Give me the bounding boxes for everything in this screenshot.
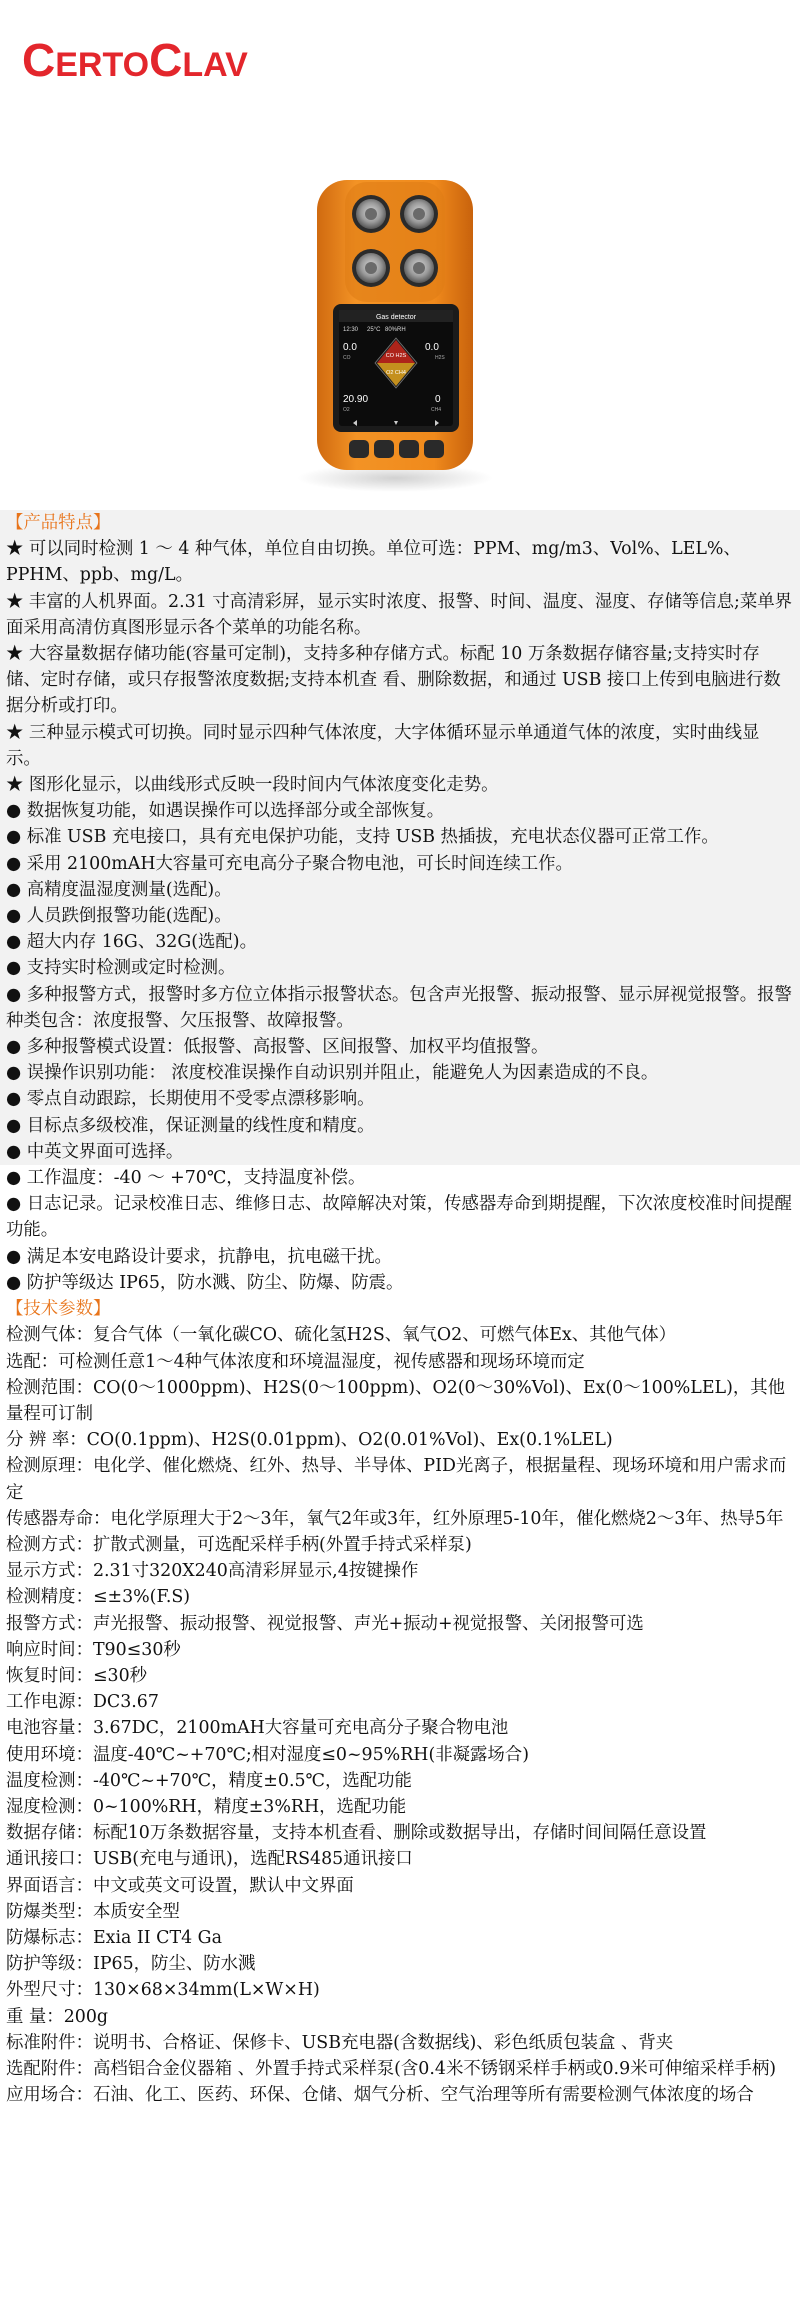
feature-text: 工作温度：-40 ～ +70℃，支持温度补偿。 xyxy=(21,1168,366,1189)
bullet-dot-icon: ● xyxy=(6,827,22,848)
feature-item xyxy=(0,1060,800,1086)
device-button xyxy=(349,440,369,458)
bullet-dot-icon: ● xyxy=(6,958,22,979)
spec-item: 数据存储：标配10万条数据容量，支持本机查看、删除或数据导出，存储时间间隔任意设置 xyxy=(6,1823,707,1844)
spec-item: 检测方式：扩散式测量，可选配采样手柄(外置手持式采样泵) xyxy=(6,1534,472,1555)
feature-item xyxy=(0,955,800,981)
logo-letter: C xyxy=(149,34,183,86)
feature-text: 超大内存 16G、32G(选配)。 xyxy=(21,932,257,953)
star-icon: ★ xyxy=(6,591,24,612)
spec-item: 通讯接口：USB(充电与通讯)，选配RS485通讯接口 xyxy=(6,1849,413,1870)
feature-text: 满足本安电路设计要求，抗静电，抗电磁干扰。 xyxy=(21,1246,392,1267)
specs-heading: 【技术参数】 xyxy=(6,1299,111,1320)
screen-humidity: 80%RH xyxy=(385,327,406,333)
bullet-dot-icon: ● xyxy=(6,1246,22,1267)
feature-text: 防护等级达 IP65，防水溅、防尘、防爆、防震。 xyxy=(21,1272,404,1293)
bullet-dot-icon: ● xyxy=(6,1272,22,1293)
gas-detector-product-image xyxy=(295,168,495,498)
feature-item xyxy=(0,1139,800,1165)
screen-gas-label-ch4: CH4 xyxy=(431,407,442,413)
spec-item: 重 量：200g xyxy=(6,2006,109,2027)
device-button xyxy=(424,440,444,458)
feature-text: 目标点多级校准，保证测量的线性度和精度。 xyxy=(21,1115,375,1136)
feature-item xyxy=(0,824,800,850)
feature-item xyxy=(0,851,800,877)
screen-gas-label-co: CO xyxy=(343,355,351,361)
bullet-dot-icon: ● xyxy=(6,984,22,1005)
feature-item xyxy=(0,877,800,903)
screen-gas-value-co: 0.0 xyxy=(343,342,357,353)
bullet-dot-icon: ● xyxy=(6,1141,22,1162)
spec-item: 防护等级：IP65，防尘、防水溅 xyxy=(6,1954,256,1975)
screen-gas-label-o2: O2 xyxy=(343,407,350,413)
feature-item xyxy=(0,1270,800,1296)
feature-item xyxy=(0,982,800,1034)
feature-text: 日志记录。记录校准日志、维修日志、故障解决对策，传感器寿命到期提醒，下次浓度校准时间提醒功能。 xyxy=(6,1194,792,1241)
spec-item: 防爆类型：本质安全型 xyxy=(6,1901,180,1922)
bullet-dot-icon: ● xyxy=(6,879,22,900)
spec-item: 检测精度：≤±3%(F.S) xyxy=(6,1587,191,1608)
feature-text: 多种报警方式，报警时多方位立体指示报警状态。包含声光报警、振动报警、显示屏视觉报警。报警种类包含：浓度报警、欠压报警、故障报警。 xyxy=(6,984,792,1031)
screen-gas-value-h2s: 0.0 xyxy=(425,342,439,353)
screen-gas-value-ch4: 0 xyxy=(435,394,441,405)
bullet-dot-icon: ● xyxy=(6,801,22,822)
star-icon: ★ xyxy=(6,722,24,743)
bullet-dot-icon: ● xyxy=(6,1063,22,1084)
feature-item xyxy=(0,903,800,929)
feature-item xyxy=(0,1191,800,1243)
spec-item: 标准附件：说明书、合格证、保修卡、USB充电器(含数据线)、彩色纸质包装盒 、背夹 xyxy=(6,2032,674,2053)
bullet-dot-icon: ● xyxy=(6,1037,22,1058)
bullet-dot-icon: ● xyxy=(6,906,22,927)
feature-item xyxy=(0,1244,800,1270)
spec-item: 选配：可检测任意1～4种气体浓度和环境温湿度，视传感器和现场环境而定 xyxy=(6,1351,585,1372)
features-list xyxy=(0,536,800,1296)
spec-item: 湿度检测：0~100%RH，精度±3%RH，选配功能 xyxy=(6,1796,407,1817)
feature-text: 可以同时检测 1 ～ 4 种气体，单位自由切换。单位可选：PPM、mg/m3、Vol%、LEL%、PPHM、ppb、mg/L。 xyxy=(6,539,741,586)
feature-item xyxy=(0,798,800,824)
product-description xyxy=(0,510,800,2108)
spec-item: 显示方式：2.31寸320X240高清彩屏显示,4按键操作 xyxy=(6,1561,419,1582)
screen-time: 12:30 xyxy=(343,327,359,333)
screen-center-label-top: CO H2S xyxy=(385,353,407,359)
feature-text: 零点自动跟踪，长期使用不受零点漂移影响。 xyxy=(21,1089,375,1110)
feature-text: 图形化显示，以曲线形式反映一段时间内气体浓度变化走势。 xyxy=(23,775,499,796)
feature-text: 支持实时检测或定时检测。 xyxy=(21,958,236,979)
spec-item: 响应时间：T90≤30秒 xyxy=(6,1639,181,1660)
feature-item xyxy=(0,929,800,955)
screen-gas-value-o2: 20.90 xyxy=(343,394,369,405)
feature-text: 多种报警模式设置：低报警、高报警、区间报警、加权平均值报警。 xyxy=(21,1037,549,1058)
feature-item xyxy=(0,641,800,720)
feature-item xyxy=(0,1165,800,1191)
bullet-dot-icon: ● xyxy=(6,1115,22,1136)
star-icon: ★ xyxy=(6,775,24,796)
bullet-dot-icon: ● xyxy=(6,1194,22,1215)
screen-center-label-bottom: O2 CH4 xyxy=(386,370,406,376)
spec-item: 选配附件：高档铝合金仪器箱 、外置手持式采样泵(含0.4米不锈钢采样手柄或0.9米可伸缩采样手柄) xyxy=(6,2058,777,2079)
bullet-dot-icon: ● xyxy=(6,853,22,874)
screen-temp: 25°C xyxy=(367,327,381,333)
spec-item: 恢复时间：≤30秒 xyxy=(6,1665,148,1686)
spec-item: 温度检测：-40℃~+70℃，精度±0.5℃，选配功能 xyxy=(6,1770,412,1791)
specs-list xyxy=(0,1322,800,2108)
logo-text: ERTO xyxy=(55,46,150,84)
feature-text: 丰富的人机界面。2.31 寸高清彩屏，显示实时浓度、报警、时间、温度、湿度、存储等信息;菜单界面采用高清仿真图形显示各个菜单的功能名称。 xyxy=(6,591,793,638)
brand-logo xyxy=(22,34,248,86)
feature-text: 中英文界面可选择。 xyxy=(21,1141,184,1162)
spec-item: 外型尺寸：130×68×34mm(L×W×H) xyxy=(6,1980,320,2001)
spec-item: 检测范围：CO(0～1000ppm)、H2S(0～100ppm)、O2(0～30%Vol)、Ex(0～100%LEL)，其他量程可订制 xyxy=(6,1377,786,1424)
screen-title: Gas detector xyxy=(375,314,417,321)
logo-letter: C xyxy=(22,34,56,86)
spec-item: 分 辨 率：CO(0.1ppm)、H2S(0.01ppm)、O2(0.01%Vol)、Ex(0.1%LEL) xyxy=(6,1430,613,1451)
star-icon: ★ xyxy=(6,539,24,560)
feature-item xyxy=(0,772,800,798)
feature-item xyxy=(0,1086,800,1112)
feature-text: 采用 2100mAH大容量可充电高分子聚合物电池，可长时间连续工作。 xyxy=(21,853,573,874)
logo-text: LAV xyxy=(182,46,248,84)
feature-text: 大容量数据存储功能(容量可定制)，支持多种存储方式。标配 10 万条数据存储容量;支持实时存储、定时存储，或只存报警浓度数据;支持本机查 看、删除数据，和通过 USB 接口上传到电脑进行数据分析或打印。 xyxy=(6,644,781,717)
bullet-dot-icon: ● xyxy=(6,1168,22,1189)
spec-item: 报警方式：声光报警、振动报警、视觉报警、声光+振动+视觉报警、关闭报警可选 xyxy=(6,1613,644,1634)
feature-item xyxy=(0,1034,800,1060)
features-heading: 【产品特点】 xyxy=(0,510,800,536)
spec-item: 检测原理：电化学、催化燃烧、红外、热导、半导体、PID光离子，根据量程、现场环境和用户需求而定 xyxy=(6,1456,787,1503)
feature-item xyxy=(0,536,800,588)
device-button xyxy=(374,440,394,458)
feature-text: 数据恢复功能，如遇误操作可以选择部分或全部恢复。 xyxy=(21,801,445,822)
bullet-dot-icon: ● xyxy=(6,1089,22,1110)
spec-item: 工作电源：DC3.67 xyxy=(6,1692,159,1713)
feature-text: 误操作识别功能： 浓度校准误操作自动识别并阻止，能避免人为因素造成的不良。 xyxy=(21,1063,659,1084)
feature-text: 三种显示模式可切换。同时显示四种气体浓度，大字体循环显示单通道气体的浓度，实时曲线显示。 xyxy=(6,722,760,769)
gas-detector-illustration xyxy=(295,168,495,498)
feature-item xyxy=(0,1113,800,1139)
feature-text: 标准 USB 充电接口，具有充电保护功能，支持 USB 热插拔，充电状态仪器可正常工作。 xyxy=(21,827,719,848)
feature-text: 高精度温湿度测量(选配)。 xyxy=(21,879,232,900)
spec-item: 应用场合：石油、化工、医药、环保、仓储、烟气分析、空气治理等所有需要检测气体浓度的场合 xyxy=(6,2085,754,2106)
spec-item: 防爆标志：Exia II CT4 Ga xyxy=(6,1927,222,1948)
feature-text: 人员跌倒报警功能(选配)。 xyxy=(21,906,232,927)
star-icon: ★ xyxy=(6,644,24,665)
spec-item: 使用环境：温度-40℃~+70℃;相对湿度≤0~95%RH(非凝露场合) xyxy=(6,1744,529,1765)
spec-item: 电池容量：3.67DC，2100mAH大容量可充电高分子聚合物电池 xyxy=(6,1718,509,1739)
spec-item: 检测气体：复合气体（一氧化碳CO、硫化氢H2S、氧气O2、可燃气体Ex、其他气体） xyxy=(6,1325,677,1346)
device-button xyxy=(399,440,419,458)
spec-item: 界面语言：中文或英文可设置，默认中文界面 xyxy=(6,1875,354,1896)
spec-item: 传感器寿命：电化学原理大于2～3年，氧气2年或3年，红外原理5-10年，催化燃烧2～3年、热导5年 xyxy=(6,1508,784,1529)
screen-gas-label-h2s: H2S xyxy=(435,355,445,361)
feature-item xyxy=(0,720,800,772)
feature-item xyxy=(0,589,800,641)
bullet-dot-icon: ● xyxy=(6,932,22,953)
